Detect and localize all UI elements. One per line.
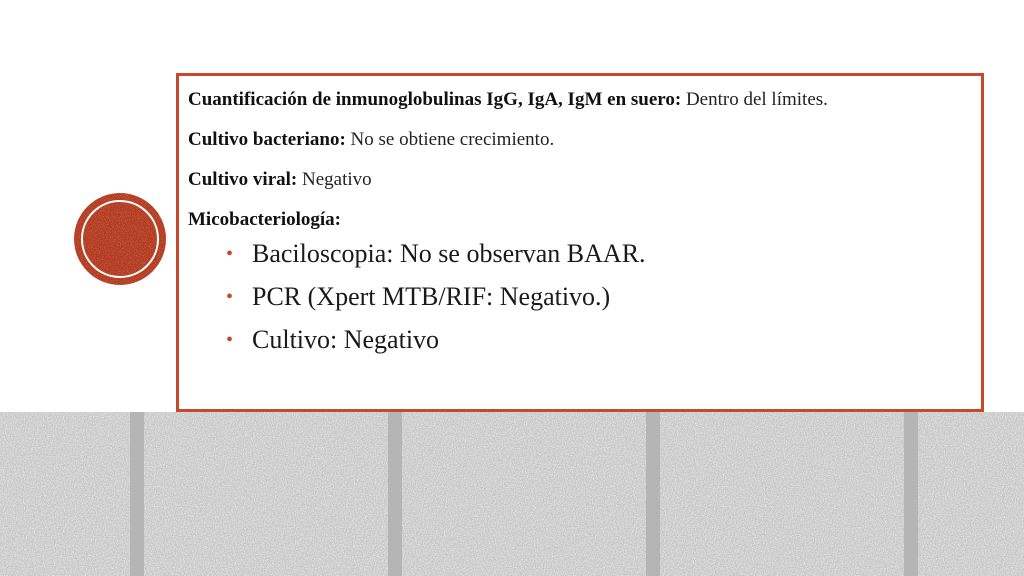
list-item-text: Cultivo: Negativo <box>252 325 440 354</box>
list-item-text: PCR (Xpert MTB/RIF: Negativo.) <box>252 282 611 311</box>
bullet-icon: • <box>226 243 234 265</box>
bullet-icon: • <box>226 329 234 351</box>
findings-text-box <box>176 73 984 412</box>
mycobacteriology-label: Micobacteriología: <box>188 209 342 230</box>
immunoglobulin-label: Cuantificación de inmunoglobulinas IgG, IgA, IgM en suero: <box>188 89 682 110</box>
bacterial-culture-result <box>188 126 973 154</box>
bullet-icon: • <box>226 286 234 308</box>
mycobacteriology-list <box>188 238 973 356</box>
textured-background-band <box>0 412 1024 576</box>
mycobacteriology-heading <box>188 206 973 234</box>
list-item-culture <box>226 324 973 356</box>
viral-culture-label: Cultivo viral: <box>188 169 298 190</box>
viral-culture-result <box>188 166 973 194</box>
list-item-text: Baciloscopia: No se observan BAAR. <box>252 239 646 268</box>
list-item-pcr <box>226 281 973 313</box>
bacterial-culture-label: Cultivo bacteriano: <box>188 129 346 150</box>
immunoglobulin-result <box>188 86 973 114</box>
viral-culture-value: Negativo <box>302 169 372 190</box>
list-item-smear <box>226 238 973 270</box>
bacterial-culture-value: No se obtiene crecimiento. <box>350 129 555 150</box>
decorative-circle-icon <box>73 192 167 286</box>
immunoglobulin-value: Dentro del límites. <box>685 89 828 110</box>
